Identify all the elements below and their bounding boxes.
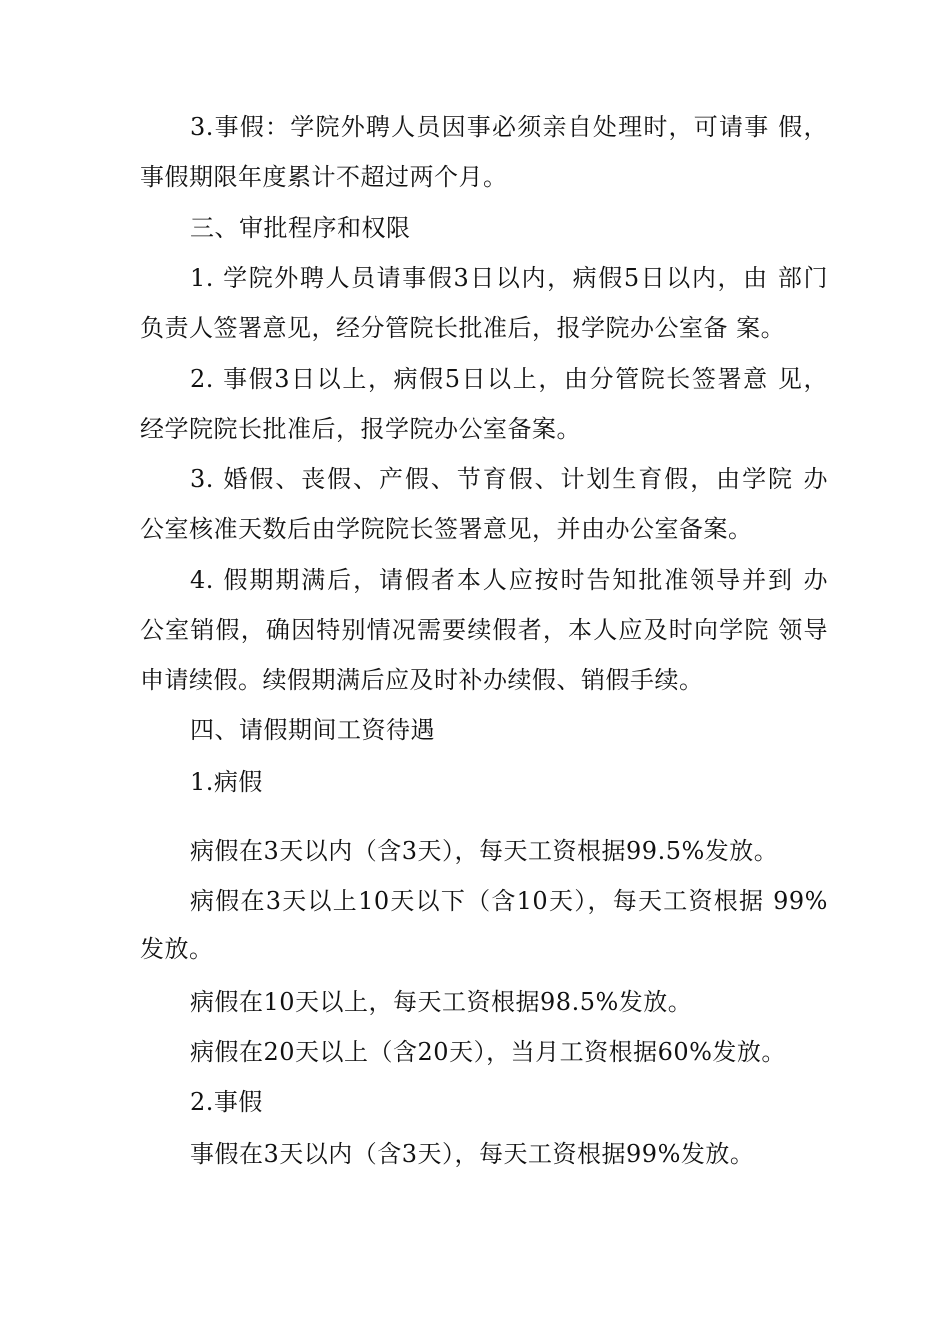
- paragraph-line: 事假在3天以内（含3天），每天工资根据99%发放。: [190, 1140, 755, 1168]
- paragraph-line: 3. 婚假、丧假、产假、节育假、计划生育假，由学院 办: [190, 465, 828, 493]
- paragraph-line: 4. 假期期满后，请假者本人应按时告知批准领导并到 办: [190, 566, 828, 594]
- paragraph-line: 申请续假。续假期满后应及时补办续假、销假手续。: [140, 666, 704, 694]
- paragraph-line: 3.事假：学院外聘人员因事必须亲自处理时，可请事 假，: [190, 113, 828, 141]
- paragraph-line: 公室销假，确因特别情况需要续假者，本人应及时向学院 领导: [140, 616, 828, 644]
- section-heading: 三、审批程序和权限: [190, 214, 411, 242]
- paragraph-line: 病假在20天以上（含20天），当月工资根据60%发放。: [190, 1038, 786, 1066]
- paragraph-line: 2. 事假3日以上，病假5日以上，由分管院长签署意 见，: [190, 365, 828, 393]
- section-heading: 四、请假期间工资待遇: [190, 716, 435, 744]
- subsection-heading: 2.事假: [190, 1088, 263, 1116]
- subsection-heading: 1.病假: [190, 768, 263, 796]
- paragraph-line: 经学院院长批准后，报学院办公室备案。: [140, 415, 581, 443]
- paragraph-line: 1. 学院外聘人员请事假3日以内，病假5日以内，由 部门: [190, 264, 828, 292]
- paragraph-line: 发放。: [140, 935, 214, 963]
- paragraph-line: 事假期限年度累计不超过两个月。: [140, 163, 508, 191]
- paragraph-line: 病假在3天以内（含3天），每天工资根据99.5%发放。: [190, 837, 779, 865]
- paragraph-line: 病假在10天以上，每天工资根据98.5%发放。: [190, 988, 693, 1016]
- paragraph-line: 公室核准天数后由学院院长签署意见，并由办公室备案。: [140, 515, 753, 543]
- paragraph-line: 病假在3天以上10天以下（含10天），每天工资根据 99%: [190, 887, 828, 915]
- paragraph-line: 负责人签署意见，经分管院长批准后，报学院办公室备 案。: [140, 314, 786, 342]
